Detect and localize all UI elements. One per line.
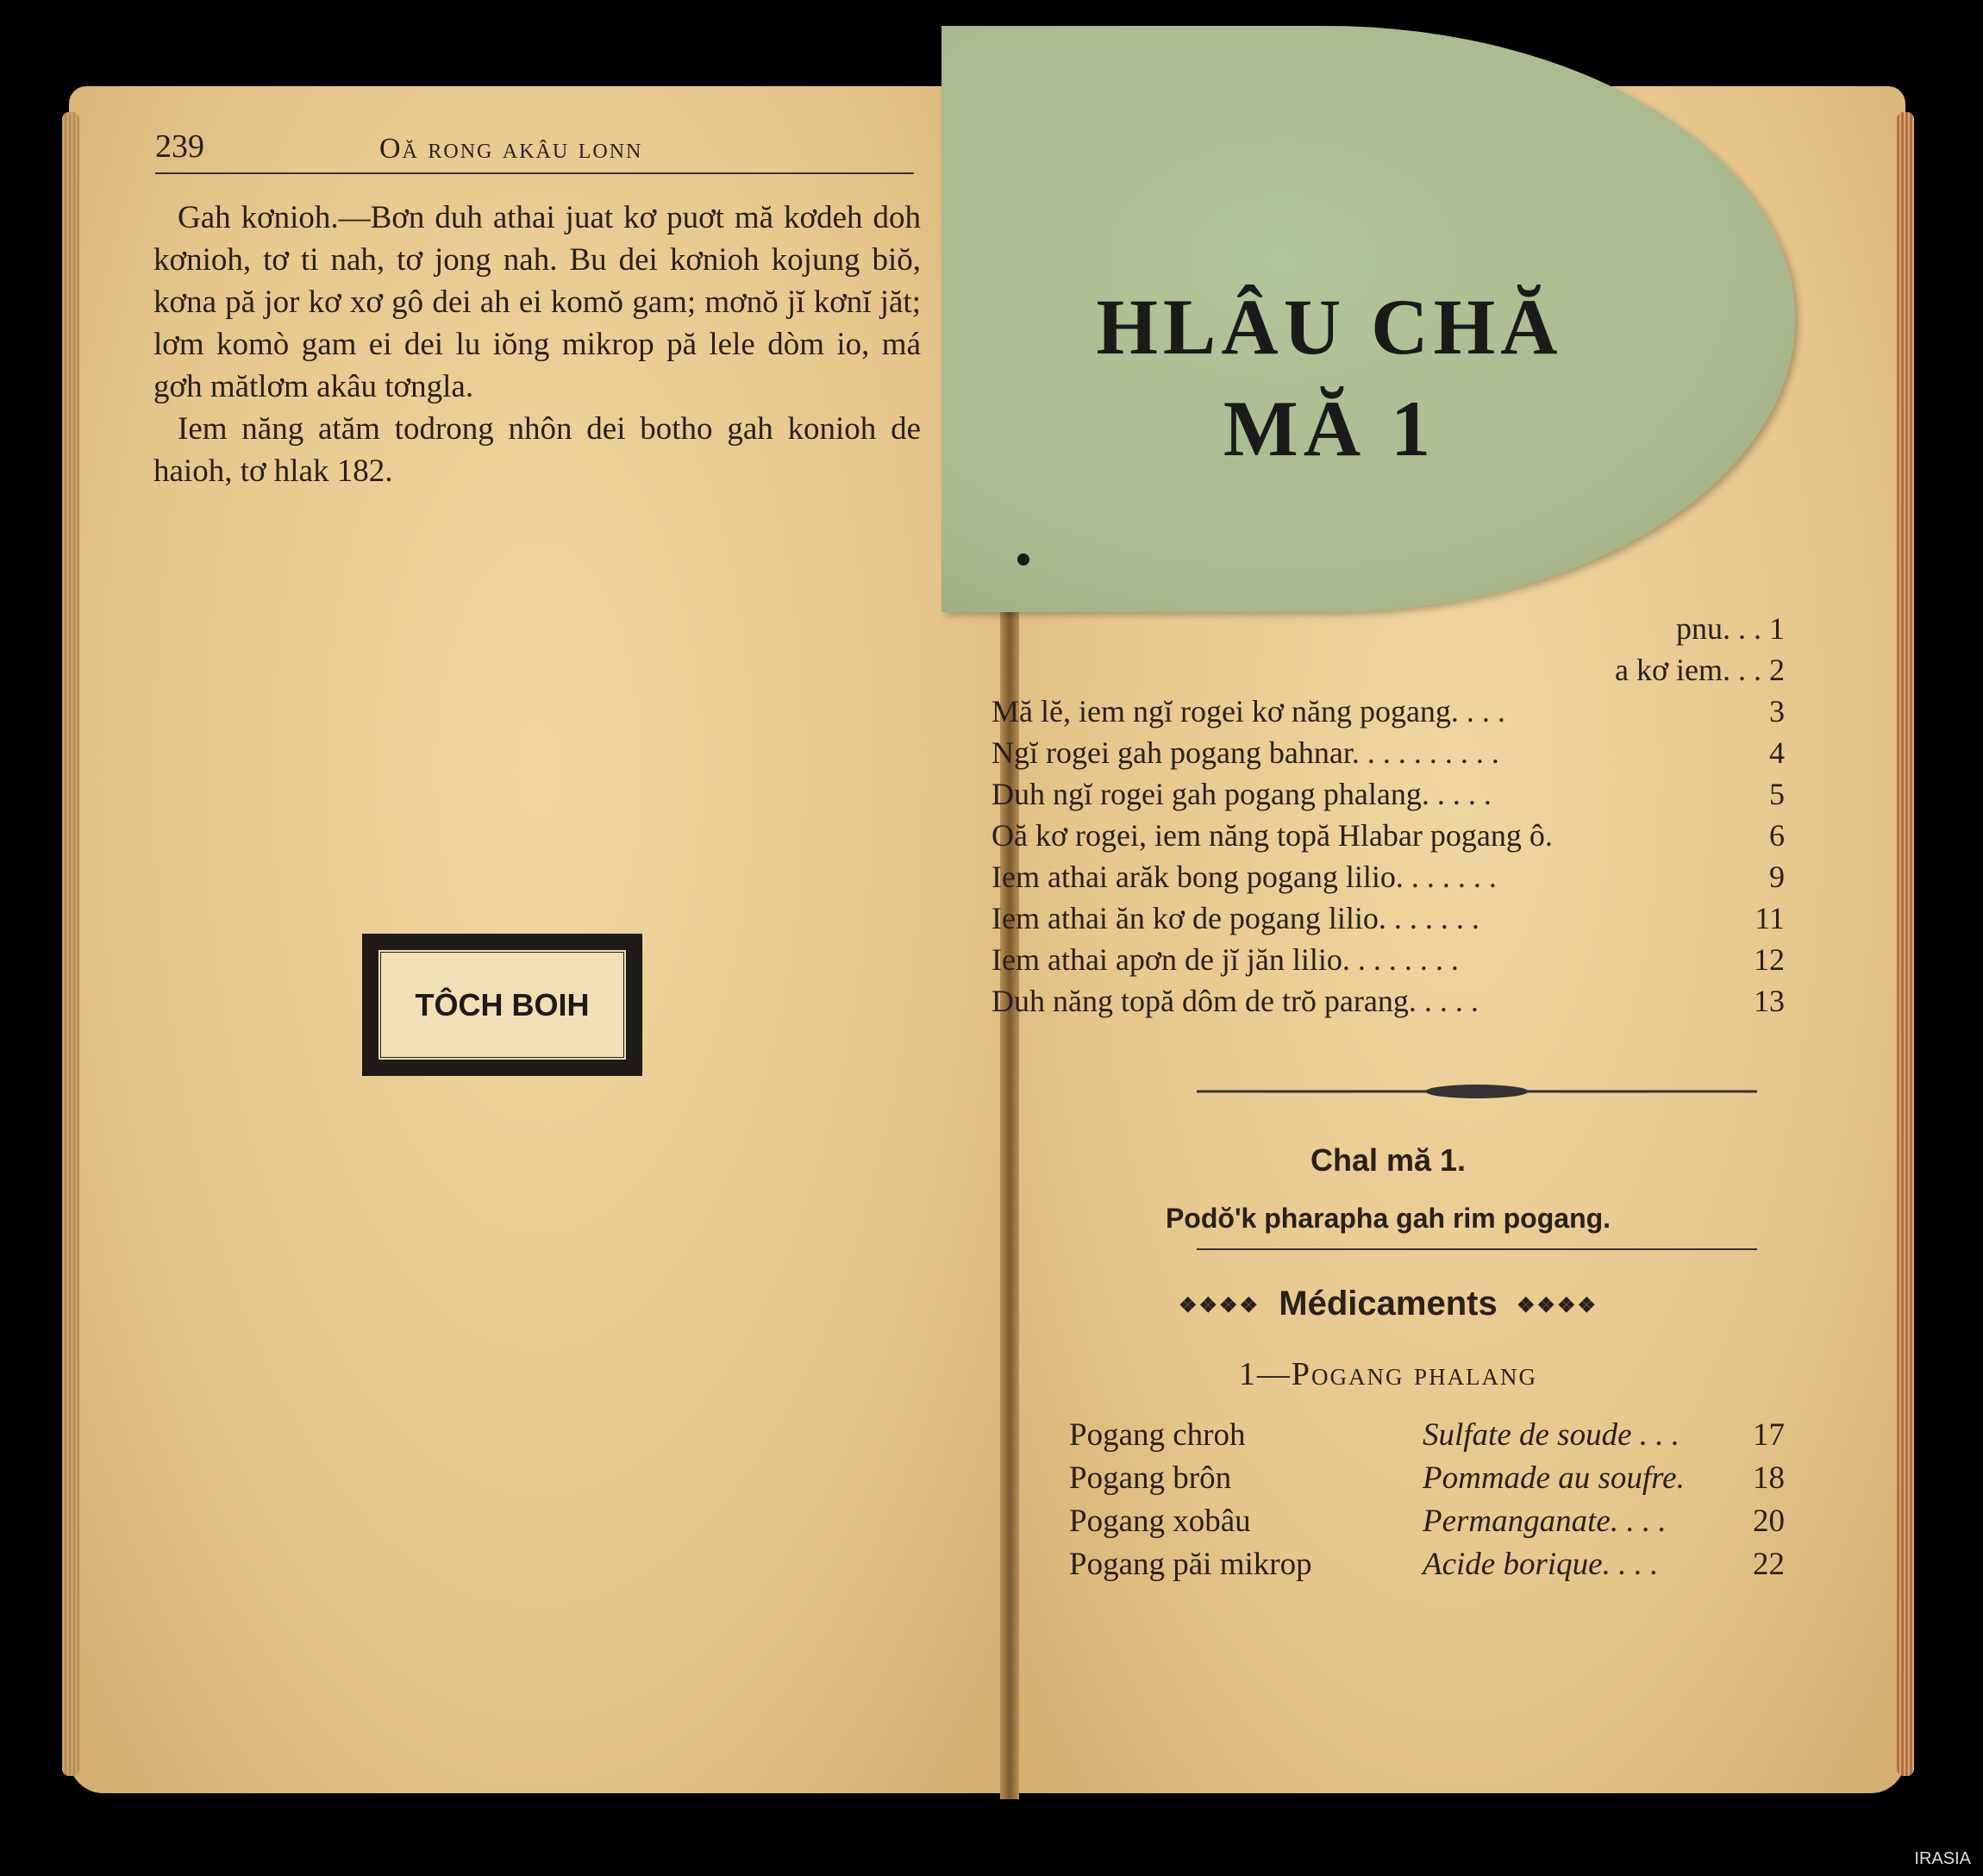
- paragraph: Gah kơnioh.—Bơn duh athai juat kơ puơt mă kơdeh doh kơnioh, tơ ti nah, tơ jong nah. Bu dei kơnioh kojung biŏ, kơna pă jor kơ xơ gô dei ah ei komŏ gam; mơnŏ jĭ kơnĭ jăt; lơm komò gam ei dei lu iŏng mikrop pă lele dòm io, má gơh mătlơm akâu tơngla.: [153, 200, 921, 404]
- toc-row: a kơ iem. . . 2: [1615, 653, 1785, 687]
- toc-row: Mă lĕ, iem ngĭ rogei kơ năng pogang. . . . 3: [992, 694, 1785, 729]
- toc-row: Iem athai arăk bong pogang lilio. . . . . . . 9: [992, 860, 1785, 894]
- list-item: Pogang chroh Sulfate de soude . . . 17: [1069, 1417, 1785, 1453]
- ornament-icon: ❖❖❖❖: [1516, 1293, 1598, 1317]
- left-page-header: [155, 128, 914, 174]
- left-body-text: [153, 197, 921, 492]
- toc-row: Oă kơ rogei, iem năng topă Hlabar pogang ô. 6: [992, 818, 1785, 853]
- source-credit: IRASIA: [1914, 1849, 1971, 1868]
- paragraph: Iem năng atăm todrong nhôn dei botho gah konioh de haioh, tơ hlak 182.: [153, 411, 921, 489]
- subsection-heading: 1—Pogang phalang: [1238, 1356, 1538, 1392]
- ornament-icon: ❖❖❖❖: [1178, 1293, 1260, 1317]
- toc-row: Ngĭ rogei gah pogang bahnar. . . . . . . . . . 4: [992, 735, 1785, 770]
- toc-row: Iem athai apơn de jĭ jăn lilio. . . . . . . . 12: [992, 942, 1785, 977]
- toc-row: Iem athai ăn kơ de pogang lilio. . . . . . . 11: [992, 901, 1785, 935]
- toch-boih-stamp: [362, 934, 642, 1076]
- decorative-rule-ornament: [1197, 1081, 1757, 1102]
- chapter-subtitle: Podŏ'k pharapha gah rim pogang.: [1165, 1203, 1611, 1234]
- drug-list: [1069, 1414, 1785, 1586]
- chapter-heading: Chal mă 1.: [1310, 1142, 1467, 1178]
- section-heading: ❖❖❖❖ Médicaments ❖❖❖❖: [1178, 1285, 1598, 1323]
- divider: [1197, 1248, 1757, 1250]
- page-edges: [62, 112, 79, 1776]
- list-item: Pogang xobâu Permanganate. . . . 20: [1069, 1504, 1785, 1539]
- list-item: Pogang păi mikrop Acide borique. . . . 22: [1069, 1547, 1785, 1582]
- table-of-contents: [992, 608, 1785, 1022]
- toc-row: pnu. . . 1: [1676, 611, 1785, 646]
- toc-row: Duh năng topă dôm de trŏ parang. . . . . 13: [992, 984, 1785, 1018]
- toc-row: Duh ngĭ rogei gah pogang phalang. . . . . 5: [992, 777, 1785, 811]
- page-edges: [1897, 112, 1914, 1776]
- stamp-label: TÔCH BOIH: [415, 986, 590, 1022]
- running-head: Oă rong akâu lonn: [379, 133, 643, 165]
- list-item: Pogang brôn Pommade au soufre. 18: [1069, 1460, 1785, 1496]
- dot-mark: [1017, 553, 1029, 566]
- page-number: 239: [155, 128, 204, 165]
- overlay-title: HLÂU CHĂ MĂ 1: [1096, 283, 1563, 472]
